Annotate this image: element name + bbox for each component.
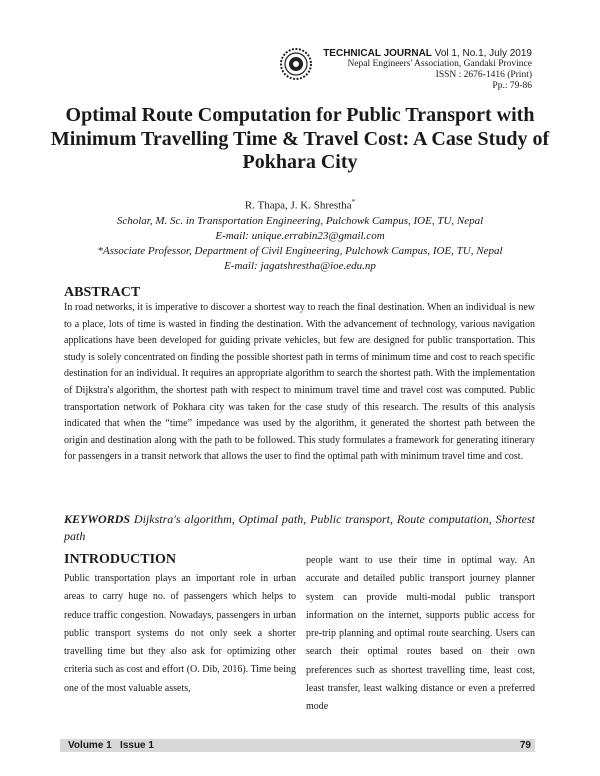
nea-logo-icon <box>280 48 312 80</box>
introduction-left-column: Public transportation plays an important role in urban areas to carry huge no. of passengers which helps to reduce traffic congestion. Nowadays, passengers in urban public transport systems do not only seek a shorter travelling time but they also ask for optimizing other criteria such as cost and effort (O. Dib, 2016). Time being one of the most valuable assets, <box>64 573 296 694</box>
journal-header <box>272 48 532 108</box>
author-email-2: E-mail: jagatshrestha@ioe.edu.np <box>224 259 376 272</box>
keywords <box>64 511 535 545</box>
journal-issn: ISSN : 2676-1416 (Print) <box>435 70 532 80</box>
title-line-1: Optimal Route Computation for Public Transport with <box>65 104 535 126</box>
journal-pages: Pp.: 79-86 <box>492 81 532 91</box>
author-marker: * <box>351 198 356 206</box>
journal-title-line <box>323 48 532 59</box>
author-affiliation-2: *Associate Professor, Department of Civil Engineering, Pulchowk Campus, IOE, TU, Nepal <box>97 244 503 257</box>
keywords-label: KEYWORDS <box>64 512 131 526</box>
journal-name: TECHNICAL JOURNAL <box>323 48 432 59</box>
author-block <box>40 195 560 274</box>
introduction-right-column: people want to use their time in optimal way. An accurate and detailed public transport journey planner system can provide multi-modal public transport information on the internet, supports public access for pre-trip planning and optimal route searching. Users can search their optimal routes based on their own preferences such as shortest travelling time, least cost, least transfer, least walking distance or even a preferred mode <box>306 555 535 713</box>
header-text <box>323 48 532 92</box>
abstract-text: In road networks, it is imperative to discover a shortest way to reach the final destination. When an individual is new to a place, lots of time is wasted in finding the destination. With the advancement of technology, various navigation applications have been developed for guiding private vehicles, but few are designed for public transportation. This study is solely concentrated on finding the possible shortest path in terms of minimum time and cost to reach specific destination for an individual. It requires an appropriate algorithm to search the shortest path. With the implementation of Dijkstra's algorithm, the shortest path with respect to minimum travel time and travel cost was computed. Public transportation network of Pokhara city was taken for the case study of this research. The results of this analysis indicated that when the “time” impedance was used by the algorithm, it generated the shortest path between the origin and destination along with the path to be followed. This study formulates a framework for generating itinerary for passengers in a transit network that allows the user to find the optimal path with minimum travel time and cost. <box>64 302 535 463</box>
abstract-heading: ABSTRACT <box>64 285 141 300</box>
footer-volume: Volume 1 Issue 1 <box>68 740 154 751</box>
page-footer <box>60 739 535 752</box>
keywords-text: Dijkstra's algorithm, Optimal path, Public transport, Route computation, Shortest path <box>64 512 535 543</box>
title-line-3: Pokhara City <box>242 151 358 173</box>
author-names: R. Thapa, J. K. Shrestha* <box>244 198 356 212</box>
paper-title <box>40 104 560 175</box>
journal-issue-info: Vol 1, No.1, July 2019 <box>434 48 532 59</box>
introduction-heading: INTRODUCTION <box>64 552 177 567</box>
author-email-1: E-mail: unique.errabin23@gmail.com <box>215 229 385 242</box>
title-line-2: Minimum Travelling Time & Travel Cost: A Case Study of <box>50 127 550 150</box>
author-affiliation-1: Scholar, M. Sc. in Transportation Engineering, Pulchowk Campus, IOE, TU, Nepal <box>116 214 484 227</box>
footer-page-number: 79 <box>519 740 531 751</box>
journal-publisher: Nepal Engineers' Association, Gandaki Province <box>347 59 532 69</box>
